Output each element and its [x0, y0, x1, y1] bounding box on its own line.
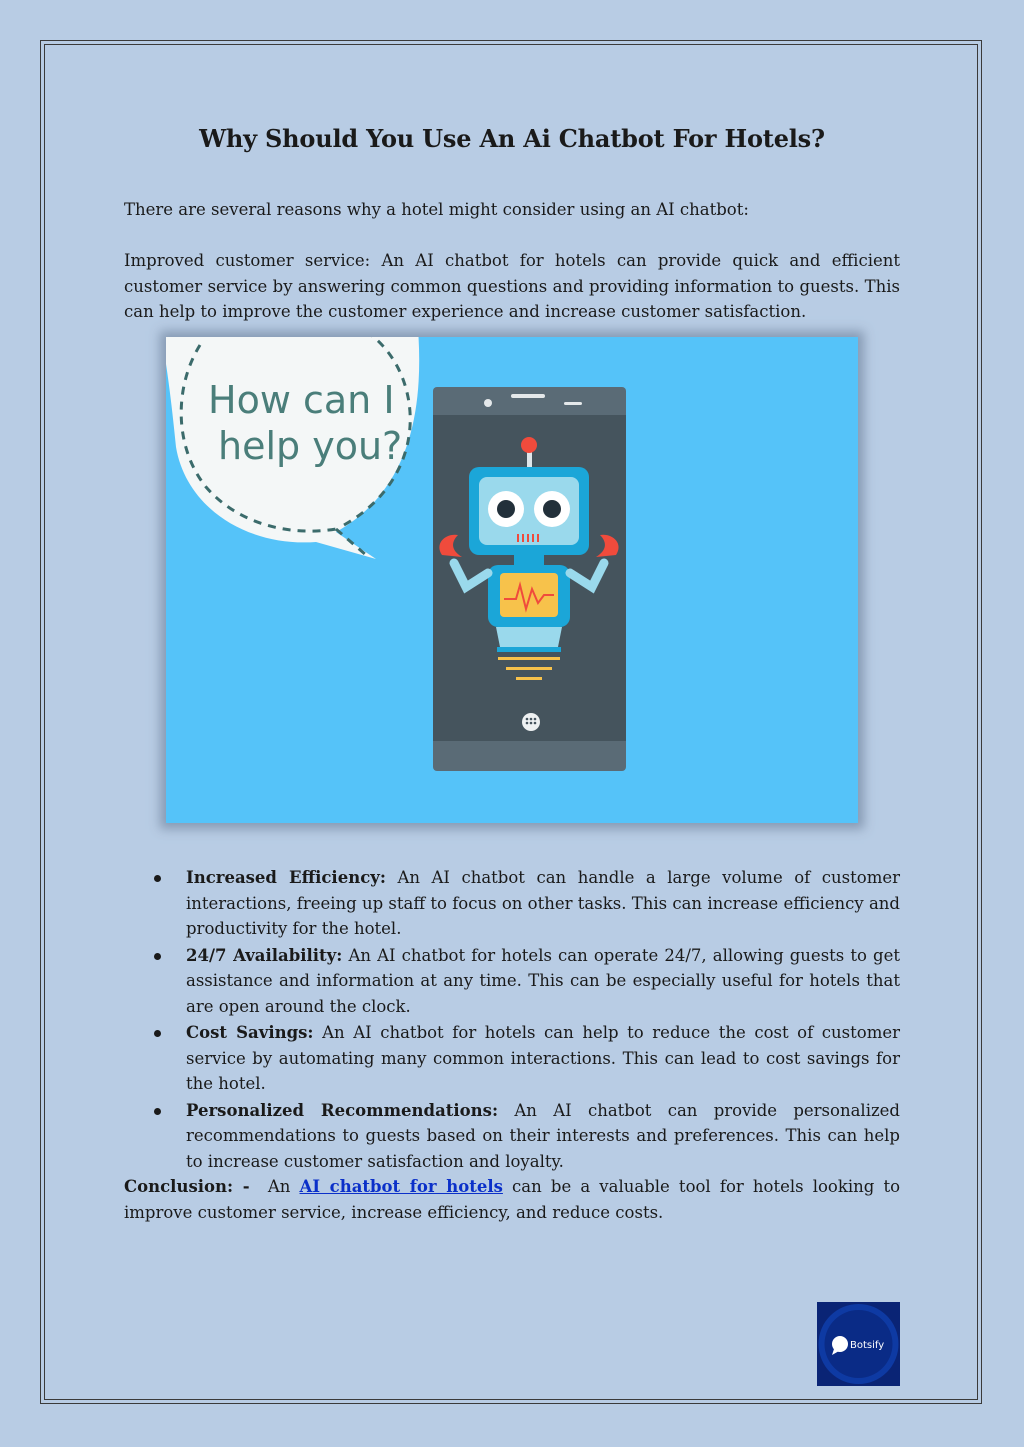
- bullet-icon: [154, 1030, 161, 1037]
- conclusion-paragraph: [124, 1174, 900, 1225]
- bullet-text: An AI chatbot for hotels can help to reduce the cost of customer service by automating many common interactions. This can lead to cost savings for the hotel.: [186, 1023, 900, 1093]
- bullet-text: An AI chatbot for hotels can operate 24/7, allowing guests to get assistance and information at any time. This can be especially useful for hotels that are open around the clock.: [186, 945, 900, 1016]
- bullet-icon: [154, 953, 161, 960]
- list-item: [186, 1020, 900, 1097]
- improved-service-paragraph: Improved customer service: An AI chatbot for hotels can provide quick and efficient customer service by answering common questions and providing information to guests. This can help to improve the customer experience and increase customer satisfaction.: [124, 251, 900, 321]
- list-item: [186, 943, 900, 1020]
- bullet-icon: [154, 875, 161, 882]
- intro-paragraph: There are several reasons why a hotel might consider using an AI chatbot:: [124, 200, 749, 219]
- bullet-icon: [154, 1108, 161, 1115]
- bullet-text: An AI chatbot can handle a large volume of customer interactions, freeing up staff to focus on other tasks. This can increase efficiency and productivity for the hotel.: [186, 868, 900, 938]
- bullet-heading: Increased Efficiency:: [186, 868, 386, 887]
- page-title: Why Should You Use An Ai Chatbot For Hotels?: [199, 124, 825, 153]
- botsify-logo: [817, 1302, 900, 1386]
- logo-text: Botsify: [850, 1340, 885, 1351]
- bullet-heading: Cost Savings:: [186, 1023, 314, 1042]
- conclusion-label: Conclusion: -: [124, 1177, 250, 1196]
- ai-chatbot-link[interactable]: AI chatbot for hotels: [299, 1177, 503, 1196]
- bullet-text: An AI chatbot can provide personalized recommendations to guests based on their interests and preferences. This can help to increase customer satisfaction and loyalty.: [186, 1100, 900, 1171]
- bullet-heading: 24/7 Availability:: [186, 945, 343, 965]
- conclusion-pre: An: [249, 1177, 300, 1196]
- conclusion-post: can be a valuable tool for hotels looking to improve customer service, increase efficiency, and reduce costs.: [124, 1177, 901, 1222]
- benefits-list: [186, 865, 900, 1175]
- list-item: [186, 1098, 900, 1175]
- speech-line-1: How can I: [208, 378, 395, 422]
- chatbot-hero-image: [166, 337, 858, 823]
- speech-bubble-icon: [166, 337, 419, 559]
- speech-line-2: help you?: [218, 424, 403, 468]
- bullet-heading: Personalized Recommendations:: [186, 1100, 499, 1120]
- list-item: [186, 865, 900, 942]
